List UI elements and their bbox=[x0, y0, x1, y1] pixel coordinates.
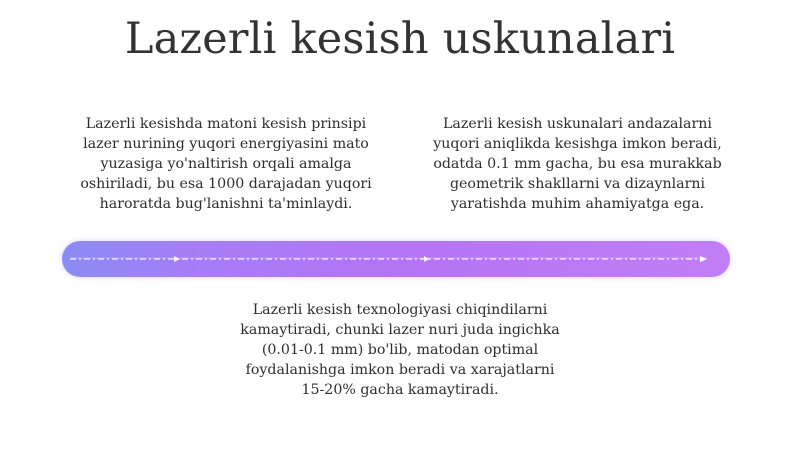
laser-beam-bar bbox=[62, 241, 730, 277]
text-block-bottom: Lazerli kesish texnologiyasi chiqindilarni kamaytiradi, chunki lazer nuri juda ingichka (0.01-0.1 mm) bo'lib, matodan optimal foydalanishga imkon beradi va xarajatlarni 15-20% gacha kamaytiradi. bbox=[240, 302, 560, 398]
arrow-mark-2 bbox=[424, 256, 430, 262]
text-block-left: Lazerli kesishda matoni kesish prinsipi lazer nurining yuqori energiyasini mato yuzasiga yo'naltirish orqali amalga oshiriladi, bu esa 1000 darajadan yuqori haroratda bug'lanishni ta'minlaydi. bbox=[80, 116, 372, 212]
arrow-mark-3 bbox=[700, 256, 707, 262]
laser-beam-line bbox=[62, 241, 730, 277]
slide-title: Lazerli kesish uskunalari bbox=[124, 14, 676, 64]
text-block-right: Lazerli kesish uskunalari andazalarni yuqori aniqlikda kesishga imkon beradi, odatda 0.1 mm gacha, bu esa murakkab geometrik shakllarni va dizaynlarni yaratishda muhim ahamiyatga ega. bbox=[433, 116, 722, 212]
arrow-mark-1 bbox=[174, 256, 180, 262]
